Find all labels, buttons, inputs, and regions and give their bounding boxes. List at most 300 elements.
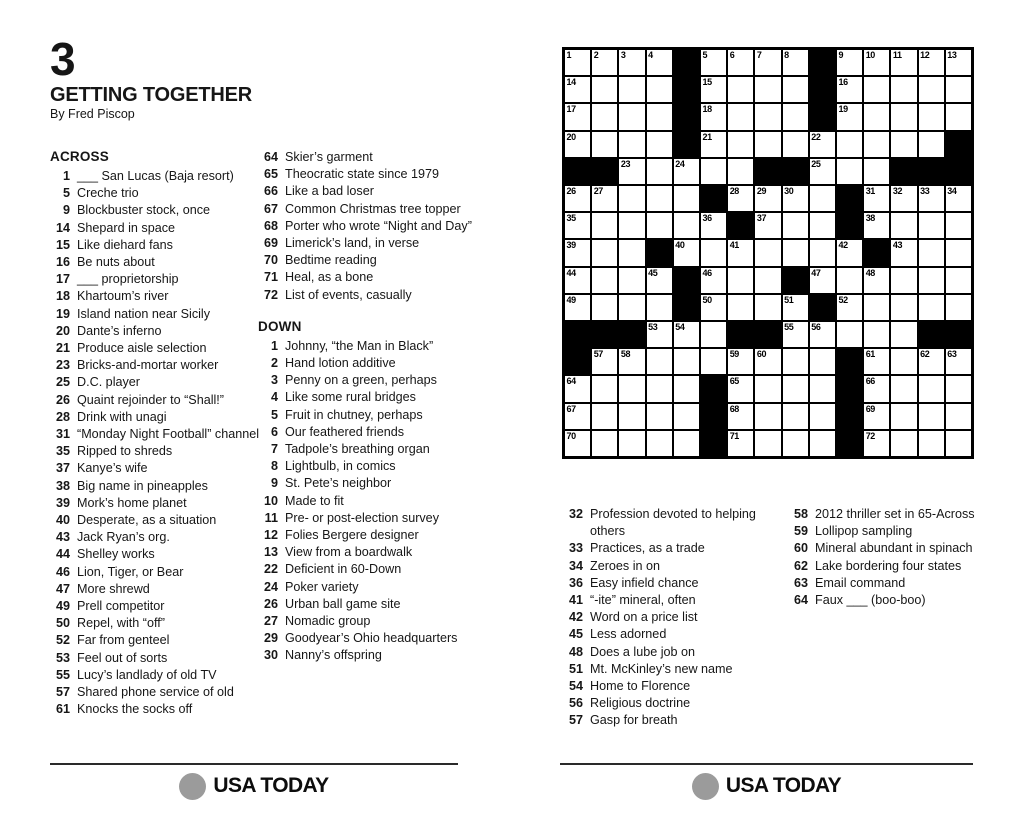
- grid-cell-r5-c5[interactable]: [673, 158, 700, 185]
- clue-text: Dante’s inferno: [77, 323, 162, 338]
- grid-cell-r14-c9[interactable]: [782, 403, 809, 430]
- clue-number: 65: [263, 167, 278, 182]
- grid-cell-r6-c13[interactable]: [890, 185, 917, 212]
- grid-cell-r11-c11[interactable]: [836, 321, 863, 348]
- grid-cell-r6-c14[interactable]: [918, 185, 945, 212]
- grid-cell-r1-c13[interactable]: [890, 49, 917, 76]
- grid-cell-r9-c4[interactable]: [646, 267, 673, 294]
- grid-cell-r2-c9[interactable]: [782, 76, 809, 103]
- cell-number: 42: [838, 240, 848, 251]
- clue-down-24: [258, 579, 475, 596]
- clue-down-36: [563, 575, 785, 592]
- grid-cell-r8-c13[interactable]: [890, 239, 917, 266]
- grid-cell-r9-c12[interactable]: [863, 267, 890, 294]
- grid-cell-r3-c2[interactable]: [591, 103, 618, 130]
- grid-cell-r3-c1[interactable]: [564, 103, 591, 130]
- grid-cell-r9-c14[interactable]: [918, 267, 945, 294]
- clue-text: Lake bordering four states: [815, 558, 962, 573]
- clue-text: Profession devoted to helping others: [590, 507, 756, 539]
- grid-cell-r8-c9[interactable]: [782, 239, 809, 266]
- grid-cell-r10-c11[interactable]: [836, 294, 863, 321]
- clue-text: Our feathered friends: [285, 424, 405, 439]
- grid-cell-r12-c15[interactable]: [945, 348, 972, 375]
- clue-across-35: [50, 443, 260, 460]
- clue-down-29: [258, 630, 475, 647]
- down-clues-column-3: [788, 506, 1000, 609]
- grid-black-square: [646, 239, 673, 266]
- clue-text: Email command: [815, 575, 906, 590]
- grid-cell-r12-c6[interactable]: [700, 348, 727, 375]
- grid-cell-r3-c8[interactable]: [754, 103, 781, 130]
- grid-black-square: [918, 321, 945, 348]
- clue-text: Poker variety: [285, 579, 359, 594]
- grid-cell-r10-c4[interactable]: [646, 294, 673, 321]
- grid-cell-r5-c6[interactable]: [700, 158, 727, 185]
- grid-cell-r4-c11[interactable]: [836, 131, 863, 158]
- cell-number: 2: [593, 50, 599, 60]
- grid-black-square: [700, 185, 727, 212]
- grid-cell-r8-c6[interactable]: [700, 239, 727, 266]
- grid-cell-r15-c3[interactable]: [618, 430, 645, 457]
- grid-cell-r1-c15[interactable]: [945, 49, 972, 76]
- grid-cell-r14-c15[interactable]: [945, 403, 972, 430]
- grid-cell-r5-c12[interactable]: [863, 158, 890, 185]
- grid-cell-r12-c9[interactable]: [782, 348, 809, 375]
- grid-cell-r6-c4[interactable]: [646, 185, 673, 212]
- grid-cell-r7-c6[interactable]: [700, 212, 727, 239]
- clue-across-16: [50, 254, 260, 271]
- grid-cell-r1-c3[interactable]: [618, 49, 645, 76]
- clue-down-64: [788, 592, 1000, 609]
- grid-cell-r13-c2[interactable]: [591, 375, 618, 402]
- clue-number: 71: [263, 270, 278, 285]
- grid-cell-r2-c7[interactable]: [727, 76, 754, 103]
- grid-black-square: [782, 158, 809, 185]
- grid-cell-r4-c3[interactable]: [618, 131, 645, 158]
- cell-number: 60: [756, 349, 767, 360]
- grid-cell-r9-c1[interactable]: [564, 267, 591, 294]
- grid-cell-r13-c13[interactable]: [890, 375, 917, 402]
- grid-cell-r1-c14[interactable]: [918, 49, 945, 76]
- grid-cell-r8-c10[interactable]: [809, 239, 836, 266]
- grid-cell-r14-c2[interactable]: [591, 403, 618, 430]
- grid-cell-r14-c1[interactable]: [564, 403, 591, 430]
- grid-cell-r6-c10[interactable]: [809, 185, 836, 212]
- cell-number: 43: [892, 240, 903, 251]
- grid-cell-r6-c7[interactable]: [727, 185, 754, 212]
- clue-text: Repel, with “off”: [77, 616, 165, 631]
- grid-cell-r13-c3[interactable]: [618, 375, 645, 402]
- grid-cell-r7-c15[interactable]: [945, 212, 972, 239]
- grid-cell-r10-c1[interactable]: [564, 294, 591, 321]
- grid-cell-r5-c10[interactable]: [809, 158, 836, 185]
- grid-black-square: [564, 158, 591, 185]
- grid-cell-r14-c8[interactable]: [754, 403, 781, 430]
- grid-cell-r8-c11[interactable]: [836, 239, 863, 266]
- clue-number: 45: [568, 627, 583, 642]
- grid-cell-r13-c14[interactable]: [918, 375, 945, 402]
- grid-cell-r7-c14[interactable]: [918, 212, 945, 239]
- grid-cell-r1-c2[interactable]: [591, 49, 618, 76]
- clue-text: Ripped to shreds: [77, 444, 173, 459]
- clue-text: Urban ball game site: [285, 596, 401, 611]
- grid-cell-r14-c7[interactable]: [727, 403, 754, 430]
- cell-number: 34: [947, 186, 957, 196]
- clue-number: 20: [55, 323, 70, 338]
- grid-cell-r6-c9[interactable]: [782, 185, 809, 212]
- grid-cell-r9-c7[interactable]: [727, 267, 754, 294]
- grid-cell-r12-c2[interactable]: [591, 348, 618, 375]
- grid-cell-r4-c7[interactable]: [727, 131, 754, 158]
- cell-number: 58: [620, 349, 631, 360]
- down-clue-list: [258, 338, 475, 665]
- grid-cell-r8-c8[interactable]: [754, 239, 781, 266]
- grid-black-square: [727, 321, 754, 348]
- grid-cell-r14-c3[interactable]: [618, 403, 645, 430]
- grid-cell-r2-c4[interactable]: [646, 76, 673, 103]
- cell-number: 57: [593, 349, 603, 360]
- grid-cell-r9-c11[interactable]: [836, 267, 863, 294]
- grid-cell-r14-c12[interactable]: [863, 403, 890, 430]
- cell-number: 55: [784, 322, 794, 332]
- grid-cell-r10-c14[interactable]: [918, 294, 945, 321]
- grid-cell-r1-c7[interactable]: [727, 49, 754, 76]
- clue-number: 16: [55, 255, 70, 270]
- clue-text: ___ San Lucas (Baja resort): [77, 169, 234, 183]
- grid-cell-r7-c4[interactable]: [646, 212, 673, 239]
- grid-cell-r12-c4[interactable]: [646, 348, 673, 375]
- grid-cell-r13-c8[interactable]: [754, 375, 781, 402]
- grid-cell-r4-c8[interactable]: [754, 131, 781, 158]
- grid-cell-r5-c11[interactable]: [836, 158, 863, 185]
- grid-cell-r14-c13[interactable]: [890, 403, 917, 430]
- cell-number: 5: [702, 50, 708, 60]
- grid-cell-r10-c7[interactable]: [727, 294, 754, 321]
- clue-text: Lion, Tiger, or Bear: [77, 564, 184, 579]
- grid-cell-r2-c6[interactable]: [700, 76, 727, 103]
- clue-number: 47: [55, 581, 70, 596]
- clue-across-44: [50, 546, 260, 563]
- grid-cell-r9-c3[interactable]: [618, 267, 645, 294]
- clue-down-60: [788, 540, 1000, 557]
- grid-cell-r2-c2[interactable]: [591, 76, 618, 103]
- grid-cell-r8-c5[interactable]: [673, 239, 700, 266]
- clue-text: Shared phone service of old: [77, 685, 234, 700]
- clue-text: D.C. player: [77, 375, 140, 390]
- grid-cell-r9-c15[interactable]: [945, 267, 972, 294]
- clue-number: 37: [55, 461, 70, 476]
- grid-cell-r3-c15[interactable]: [945, 103, 972, 130]
- clue-down-10: [258, 493, 475, 510]
- grid-cell-r15-c5[interactable]: [673, 430, 700, 457]
- grid-cell-r2-c1[interactable]: [564, 76, 591, 103]
- grid-cell-r7-c5[interactable]: [673, 212, 700, 239]
- grid-cell-r15-c8[interactable]: [754, 430, 781, 457]
- grid-cell-r11-c5[interactable]: [673, 321, 700, 348]
- grid-cell-r1-c4[interactable]: [646, 49, 673, 76]
- grid-cell-r1-c8[interactable]: [754, 49, 781, 76]
- clue-down-56: [563, 695, 785, 712]
- cell-number: 24: [675, 158, 685, 169]
- grid-cell-r5-c7[interactable]: [727, 158, 754, 185]
- grid-cell-r11-c6[interactable]: [700, 321, 727, 348]
- grid-black-square: [700, 403, 727, 430]
- grid-cell-r3-c7[interactable]: [727, 103, 754, 130]
- grid-cell-r10-c12[interactable]: [863, 294, 890, 321]
- grid-cell-r3-c3[interactable]: [618, 103, 645, 130]
- grid-cell-r2-c15[interactable]: [945, 76, 972, 103]
- clue-across-70: [258, 252, 475, 269]
- grid-cell-r15-c1[interactable]: [564, 430, 591, 457]
- grid-cell-r1-c11[interactable]: [836, 49, 863, 76]
- clue-text: Big name in pineapples: [77, 478, 208, 493]
- grid-black-square: [836, 430, 863, 457]
- cell-number: 53: [648, 322, 658, 332]
- across-clue-list-continued: [258, 149, 475, 304]
- grid-cell-r15-c14[interactable]: [918, 430, 945, 457]
- grid-cell-r3-c6[interactable]: [700, 103, 727, 130]
- grid-cell-r4-c13[interactable]: [890, 131, 917, 158]
- across-clues-column-1: [50, 149, 260, 719]
- grid-cell-r13-c7[interactable]: [727, 375, 754, 402]
- clue-down-30: [258, 647, 475, 664]
- cell-number: 36: [702, 213, 712, 224]
- cell-number: 44: [566, 267, 576, 278]
- cell-number: 65: [729, 376, 739, 387]
- grid-cell-r12-c10[interactable]: [809, 348, 836, 375]
- grid-cell-r10-c9[interactable]: [782, 294, 809, 321]
- clue-number: 28: [55, 409, 70, 424]
- puzzle-title: GETTING TOGETHER: [50, 84, 252, 106]
- grid-cell-r12-c14[interactable]: [918, 348, 945, 375]
- grid-cell-r2-c11[interactable]: [836, 76, 863, 103]
- grid-cell-r15-c2[interactable]: [591, 430, 618, 457]
- clue-across-23: [50, 357, 260, 374]
- grid-cell-r7-c2[interactable]: [591, 212, 618, 239]
- grid-cell-r7-c12[interactable]: [863, 212, 890, 239]
- clue-across-26: [50, 392, 260, 409]
- grid-cell-r2-c3[interactable]: [618, 76, 645, 103]
- grid-cell-r11-c12[interactable]: [863, 321, 890, 348]
- grid-cell-r3-c14[interactable]: [918, 103, 945, 130]
- clue-number: 29: [263, 631, 278, 646]
- clue-number: 69: [263, 236, 278, 251]
- grid-cell-r4-c4[interactable]: [646, 131, 673, 158]
- grid-cell-r11-c9[interactable]: [782, 321, 809, 348]
- grid-cell-r6-c5[interactable]: [673, 185, 700, 212]
- clue-number: 5: [270, 407, 278, 422]
- grid-cell-r4-c14[interactable]: [918, 131, 945, 158]
- cell-number: 51: [784, 294, 794, 305]
- grid-cell-r10-c8[interactable]: [754, 294, 781, 321]
- clue-text: Hand lotion additive: [285, 356, 396, 371]
- grid-cell-r9-c2[interactable]: [591, 267, 618, 294]
- grid-cell-r6-c15[interactable]: [945, 185, 972, 212]
- grid-black-square: [945, 321, 972, 348]
- cell-number: 4: [648, 50, 653, 60]
- grid-black-square: [673, 267, 700, 294]
- grid-cell-r15-c13[interactable]: [890, 430, 917, 457]
- cell-number: 12: [920, 50, 930, 60]
- grid-cell-r3-c11[interactable]: [836, 103, 863, 130]
- grid-cell-r7-c1[interactable]: [564, 212, 591, 239]
- clue-number: 19: [55, 306, 70, 321]
- grid-cell-r9-c13[interactable]: [890, 267, 917, 294]
- grid-cell-r6-c12[interactable]: [863, 185, 890, 212]
- clue-number: 67: [263, 201, 278, 216]
- grid-cell-r12-c3[interactable]: [618, 348, 645, 375]
- grid-cell-r1-c9[interactable]: [782, 49, 809, 76]
- cell-number: 10: [865, 50, 875, 60]
- cell-number: 68: [729, 403, 739, 414]
- grid-cell-r7-c9[interactable]: [782, 212, 809, 239]
- grid-cell-r4-c10[interactable]: [809, 131, 836, 158]
- grid-cell-r8-c3[interactable]: [618, 239, 645, 266]
- grid-cell-r7-c13[interactable]: [890, 212, 917, 239]
- grid-cell-r15-c15[interactable]: [945, 430, 972, 457]
- grid-cell-r15-c10[interactable]: [809, 430, 836, 457]
- grid-cell-r13-c4[interactable]: [646, 375, 673, 402]
- grid-cell-r8-c2[interactable]: [591, 239, 618, 266]
- grid-cell-r10-c3[interactable]: [618, 294, 645, 321]
- grid-cell-r5-c3[interactable]: [618, 158, 645, 185]
- clue-text: Shelley works: [77, 547, 155, 562]
- cell-number: 27: [593, 186, 603, 196]
- grid-cell-r14-c5[interactable]: [673, 403, 700, 430]
- cell-number: 54: [675, 322, 685, 332]
- cell-number: 45: [648, 267, 658, 278]
- grid-cell-r12-c8[interactable]: [754, 348, 781, 375]
- clue-down-11: [258, 510, 475, 527]
- clue-text: Lucy’s landlady of old TV: [77, 667, 217, 682]
- cell-number: 6: [729, 50, 735, 60]
- grid-cell-r7-c8[interactable]: [754, 212, 781, 239]
- grid-cell-r9-c6[interactable]: [700, 267, 727, 294]
- grid-cell-r4-c12[interactable]: [863, 131, 890, 158]
- grid-cell-r4-c6[interactable]: [700, 131, 727, 158]
- grid-cell-r3-c9[interactable]: [782, 103, 809, 130]
- clue-number: 26: [263, 596, 278, 611]
- grid-black-square: [809, 49, 836, 76]
- grid-cell-r8-c7[interactable]: [727, 239, 754, 266]
- grid-cell-r4-c9[interactable]: [782, 131, 809, 158]
- grid-cell-r14-c10[interactable]: [809, 403, 836, 430]
- grid-cell-r5-c4[interactable]: [646, 158, 673, 185]
- grid-cell-r9-c8[interactable]: [754, 267, 781, 294]
- grid-cell-r8-c15[interactable]: [945, 239, 972, 266]
- grid-cell-r1-c12[interactable]: [863, 49, 890, 76]
- grid-cell-r12-c5[interactable]: [673, 348, 700, 375]
- grid-cell-r11-c4[interactable]: [646, 321, 673, 348]
- grid-cell-r1-c6[interactable]: [700, 49, 727, 76]
- clue-text: 2012 thriller set in 65-Across: [815, 507, 975, 521]
- grid-cell-r6-c2[interactable]: [591, 185, 618, 212]
- usatoday-wordmark: USA TODAY: [213, 774, 329, 797]
- clue-text: Knocks the socks off: [77, 702, 193, 717]
- grid-black-square: [836, 185, 863, 212]
- grid-cell-r6-c8[interactable]: [754, 185, 781, 212]
- grid-cell-r7-c3[interactable]: [618, 212, 645, 239]
- grid-cell-r12-c7[interactable]: [727, 348, 754, 375]
- clue-text: Quaint rejoinder to “Shall!”: [77, 392, 224, 407]
- grid-cell-r2-c14[interactable]: [918, 76, 945, 103]
- cell-number: 19: [838, 104, 848, 115]
- clue-number: 11: [264, 510, 278, 525]
- clue-number: 70: [263, 253, 278, 268]
- grid-cell-r3-c13[interactable]: [890, 103, 917, 130]
- grid-cell-r13-c5[interactable]: [673, 375, 700, 402]
- grid-cell-r14-c4[interactable]: [646, 403, 673, 430]
- clue-number: 22: [263, 562, 278, 577]
- grid-cell-r15-c9[interactable]: [782, 430, 809, 457]
- grid-cell-r10-c13[interactable]: [890, 294, 917, 321]
- clue-across-5: [50, 185, 260, 202]
- clue-number: 46: [55, 564, 70, 579]
- grid-cell-r10-c2[interactable]: [591, 294, 618, 321]
- grid-cell-r8-c1[interactable]: [564, 239, 591, 266]
- grid-cell-r15-c4[interactable]: [646, 430, 673, 457]
- clue-text: Limerick’s land, in verse: [285, 236, 420, 251]
- clue-text: Lightbulb, in comics: [285, 459, 396, 474]
- grid-cell-r6-c1[interactable]: [564, 185, 591, 212]
- grid-cell-r14-c14[interactable]: [918, 403, 945, 430]
- clue-across-37: [50, 460, 260, 477]
- grid-cell-r13-c12[interactable]: [863, 375, 890, 402]
- grid-cell-r11-c13[interactable]: [890, 321, 917, 348]
- clue-text: Bricks-and-mortar worker: [77, 358, 219, 373]
- grid-cell-r12-c12[interactable]: [863, 348, 890, 375]
- clue-text: Home to Florence: [590, 679, 691, 694]
- clue-text: Less adorned: [590, 627, 667, 642]
- grid-cell-r10-c15[interactable]: [945, 294, 972, 321]
- grid-cell-r13-c1[interactable]: [564, 375, 591, 402]
- grid-cell-r8-c14[interactable]: [918, 239, 945, 266]
- grid-cell-r9-c10[interactable]: [809, 267, 836, 294]
- grid-cell-r6-c3[interactable]: [618, 185, 645, 212]
- down-clue-list-continued: [563, 506, 785, 730]
- grid-cell-r15-c7[interactable]: [727, 430, 754, 457]
- cell-number: 67: [566, 403, 576, 414]
- clue-text: Produce aisle selection: [77, 341, 207, 356]
- grid-cell-r1-c1[interactable]: [564, 49, 591, 76]
- grid-cell-r4-c2[interactable]: [591, 131, 618, 158]
- grid-cell-r3-c4[interactable]: [646, 103, 673, 130]
- clue-across-43: [50, 529, 260, 546]
- clue-down-59: [788, 523, 1000, 540]
- grid-cell-r15-c12[interactable]: [863, 430, 890, 457]
- grid-cell-r7-c10[interactable]: [809, 212, 836, 239]
- grid-cell-r2-c12[interactable]: [863, 76, 890, 103]
- cell-number: 17: [566, 104, 576, 115]
- grid-cell-r11-c10[interactable]: [809, 321, 836, 348]
- grid-cell-r2-c8[interactable]: [754, 76, 781, 103]
- clue-text: Does a lube job on: [590, 644, 696, 659]
- grid-cell-r10-c6[interactable]: [700, 294, 727, 321]
- clue-text: Khartoum’s river: [77, 289, 169, 304]
- usatoday-ball-icon: [179, 773, 206, 800]
- clue-across-71: [258, 269, 475, 286]
- grid-cell-r13-c10[interactable]: [809, 375, 836, 402]
- grid-cell-r4-c1[interactable]: [564, 131, 591, 158]
- grid-cell-r13-c9[interactable]: [782, 375, 809, 402]
- grid-cell-r2-c13[interactable]: [890, 76, 917, 103]
- clue-across-1: [50, 168, 260, 185]
- grid-cell-r13-c15[interactable]: [945, 375, 972, 402]
- grid-cell-r12-c13[interactable]: [890, 348, 917, 375]
- grid-cell-r3-c12[interactable]: [863, 103, 890, 130]
- clue-number: 33: [568, 541, 583, 556]
- clue-down-9: [258, 475, 475, 492]
